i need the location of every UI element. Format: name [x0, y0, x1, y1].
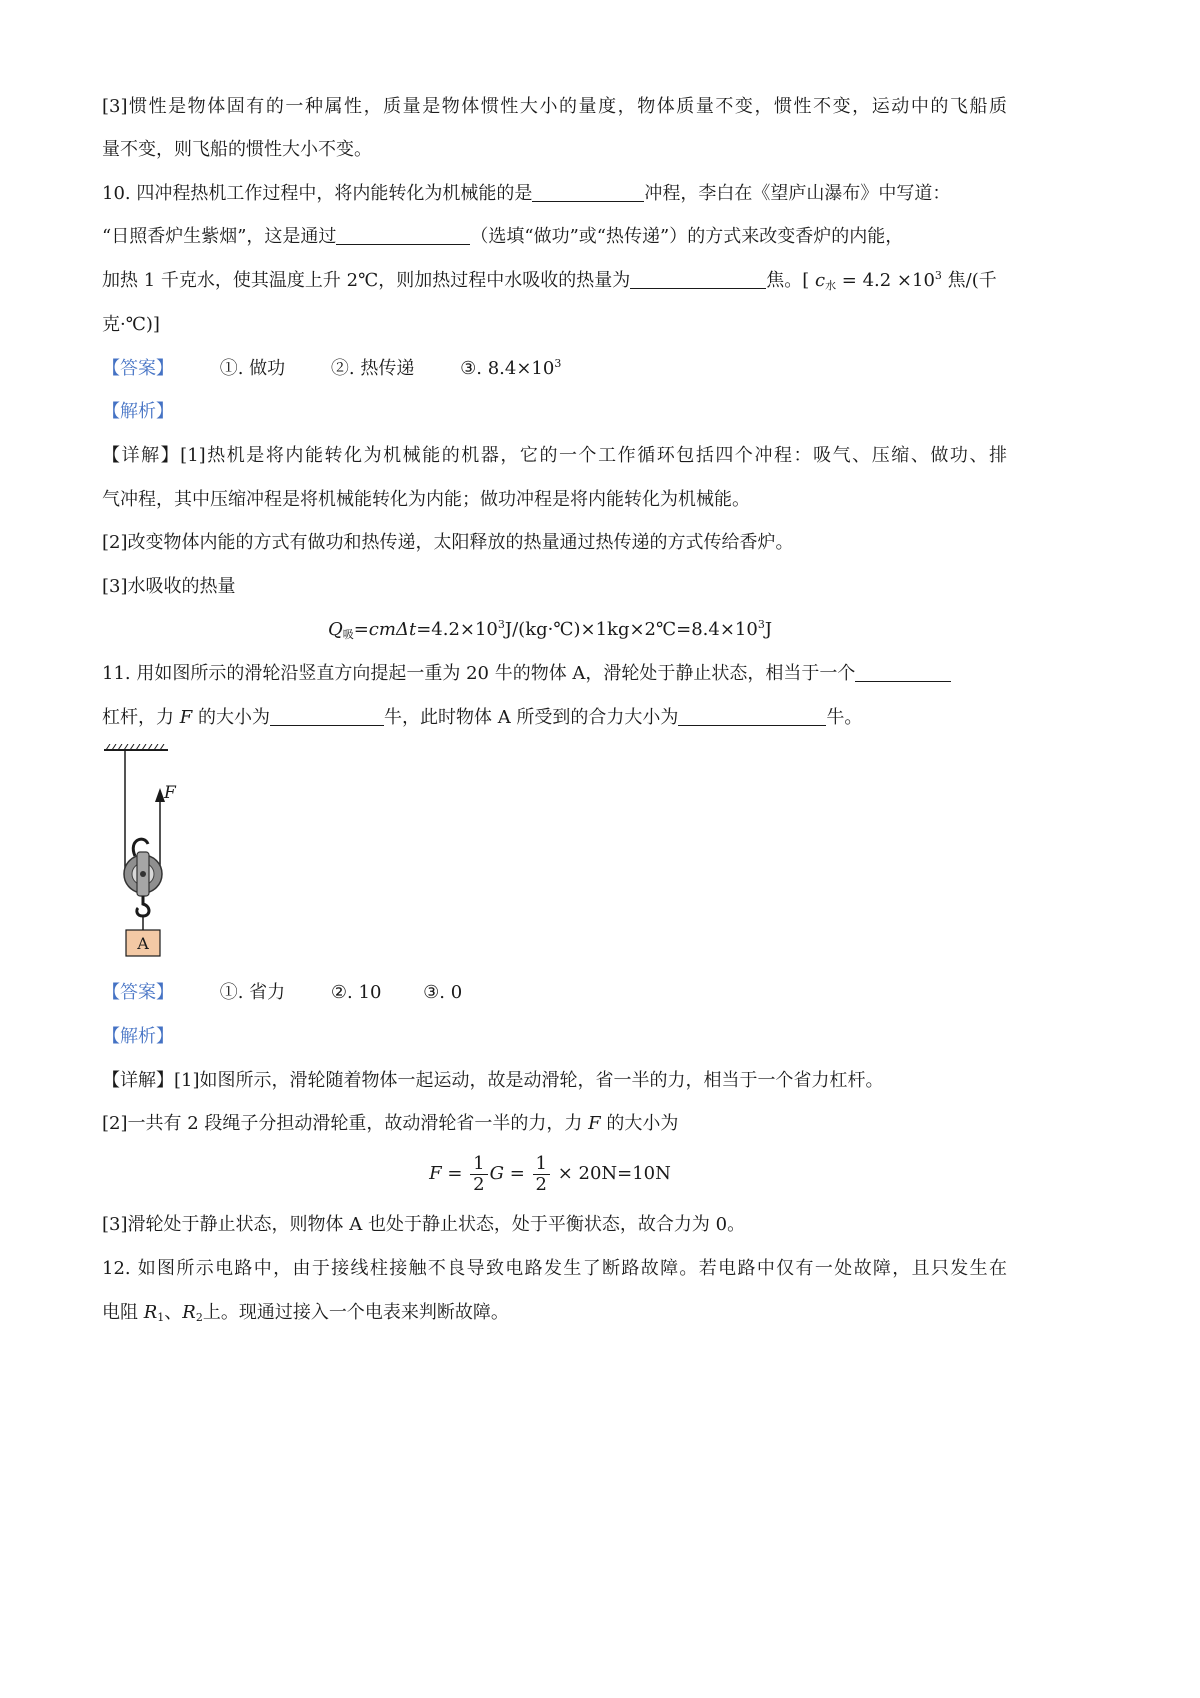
pulley-axle	[140, 871, 146, 877]
answer-tag: 【答案】	[102, 358, 174, 379]
question-text: （选填“做功”或“热传递”）的方式来改变香炉的内能，	[470, 226, 904, 247]
bottom-hook	[137, 896, 149, 916]
question-11-line-2	[102, 705, 862, 731]
question-text: 10. 四冲程热机工作过程中，将内能转化为机械能的是	[102, 183, 533, 204]
analysis-tag-text: 【解析】	[102, 1026, 174, 1047]
numerator: 1	[470, 1154, 487, 1175]
detail-line: 【详解】[1]热机是将内能转化为机械能的机器，它的一个工作循环包括四个冲程：吸气、压缩、做功、排	[102, 445, 1007, 466]
question-text: 焦。[	[766, 270, 810, 291]
eq-superscript: 3	[497, 618, 505, 631]
answer-blank	[532, 183, 644, 202]
question-11-line-1	[102, 661, 951, 687]
subscript: 水	[825, 279, 837, 292]
symbol-R: R	[143, 1302, 158, 1323]
analysis-tag	[102, 399, 174, 425]
formula-text: = 4.2 ×10	[836, 270, 935, 291]
eq-part: =	[503, 1163, 531, 1184]
analysis-tag-text: 【解析】	[102, 401, 174, 422]
symbol-F: F	[588, 1113, 601, 1134]
question-text: 加热 1 千克水，使其温度上升 2℃，则加热过程中水吸收的热量为	[102, 270, 631, 291]
denominator: 2	[535, 1173, 547, 1195]
superscript: 3	[554, 357, 562, 370]
detail-line: [3]滑轮处于静止状态，则物体 A 也处于静止状态，处于平衡状态，故合力为 0。	[102, 1214, 746, 1235]
pulley-figure	[98, 744, 198, 960]
question-10-line-3	[102, 268, 997, 294]
fraction	[533, 1154, 550, 1195]
eq-part: =	[353, 619, 369, 640]
paragraph-line: [3]惯性是物体固有的一种属性，质量是物体惯性大小的量度，物体质量不变，惯性不变，运动中的飞船质	[102, 96, 1007, 117]
symbol-R: R	[182, 1302, 196, 1323]
answer-item: ①. 省力	[219, 982, 286, 1003]
answer-blank	[678, 707, 826, 726]
eq-part: J	[764, 619, 773, 640]
answer-blank	[336, 226, 470, 245]
separator: 、	[164, 1302, 183, 1323]
question-text: 电阻	[102, 1302, 144, 1323]
detail-line: [3]水吸收的热量	[102, 576, 236, 597]
question-text: 杠杆，力	[102, 707, 180, 728]
detail-text: [2]一共有 2 段绳子分担动滑轮重，故动滑轮省一半的力，力	[102, 1113, 589, 1134]
equation-force	[0, 1150, 1100, 1198]
eq-symbol: cm	[368, 619, 396, 640]
answer-row	[102, 356, 561, 382]
superscript: 3	[934, 269, 942, 282]
symbol-F: F	[179, 707, 193, 728]
fraction	[470, 1154, 487, 1195]
question-text: 牛，此时物体 A 所受到的合力大小为	[383, 707, 679, 728]
question-text: 冲程，李白在《望庐山瀑布》中写道：	[644, 183, 951, 204]
answer-row	[102, 980, 462, 1006]
answer-item: ②. 10	[330, 982, 382, 1003]
analysis-tag	[102, 1024, 174, 1050]
symbol-c: c	[814, 270, 826, 291]
question-12-line-2	[102, 1300, 509, 1326]
question-10-line-2	[102, 224, 903, 250]
question-text: 上。现通过接入一个电表来判断故障。	[202, 1302, 509, 1323]
answer-item: ②. 热传递	[330, 358, 415, 379]
paragraph-line: 量不变，则飞船的惯性大小不变。	[102, 139, 372, 160]
eq-part: =	[441, 1163, 469, 1184]
answer-item: ①. 做功	[219, 358, 286, 379]
question-text: 焦/(千	[941, 270, 997, 291]
eq-symbol: F	[429, 1163, 442, 1184]
answer-blank	[270, 707, 384, 726]
denominator: 2	[473, 1173, 485, 1195]
eq-part: =4.2×10	[416, 619, 498, 640]
eq-symbol: Δt	[395, 619, 417, 640]
question-text: 牛。	[826, 707, 863, 728]
question-text: 11. 用如图所示的滑轮沿竖直方向提起一重为 20 牛的物体 A，滑轮处于静止状态，相当于一个	[102, 663, 856, 684]
question-10-line-1	[102, 181, 1007, 207]
eq-symbol: G	[489, 1163, 504, 1184]
eq-part: × 20N=10N	[551, 1163, 671, 1184]
eq-subscript: 吸	[342, 628, 354, 641]
eq-part: J/(kg·℃)×1kg×2℃=8.4×10	[504, 619, 758, 640]
numerator: 1	[533, 1154, 550, 1175]
answer-blank	[855, 663, 951, 682]
subscript: 2	[195, 1311, 203, 1324]
detail-text: 的大小为	[600, 1113, 679, 1134]
question-text: “日照香炉生紫烟”，这是通过	[102, 226, 337, 247]
eq-superscript: 3	[757, 618, 765, 631]
eq-symbol: Q	[327, 619, 343, 640]
force-label: F	[164, 783, 176, 803]
detail-line: 【详解】[1]如图所示，滑轮随着物体一起运动，故是动滑轮，省一半的力，相当于一个省力杠杆。	[102, 1070, 884, 1091]
question-10-line-4: 克·℃)]	[102, 314, 160, 335]
subscript: 1	[157, 1311, 165, 1324]
block-label: A	[137, 934, 149, 953]
answer-blank	[630, 270, 766, 289]
question-text: 的大小为	[192, 707, 270, 728]
detail-line: 气冲程，其中压缩冲程是将机械能转化为内能；做功冲程是将内能转化为机械能。	[102, 489, 750, 510]
detail-line	[102, 1111, 678, 1137]
question-12-line-1: 12. 如图所示电路中，由于接线柱接触不良导致电路发生了断路故障。若电路中仅有一处故障，且只发生在	[102, 1258, 1007, 1279]
detail-line: [2]改变物体内能的方式有做功和热传递，太阳释放的热量通过热传递的方式传给香炉。	[102, 532, 794, 553]
answer-tag: 【答案】	[102, 982, 174, 1003]
answer-item: ③. 0	[423, 982, 463, 1003]
equation-heat	[0, 617, 1100, 643]
answer-item: ③. 8.4×10	[460, 358, 555, 379]
